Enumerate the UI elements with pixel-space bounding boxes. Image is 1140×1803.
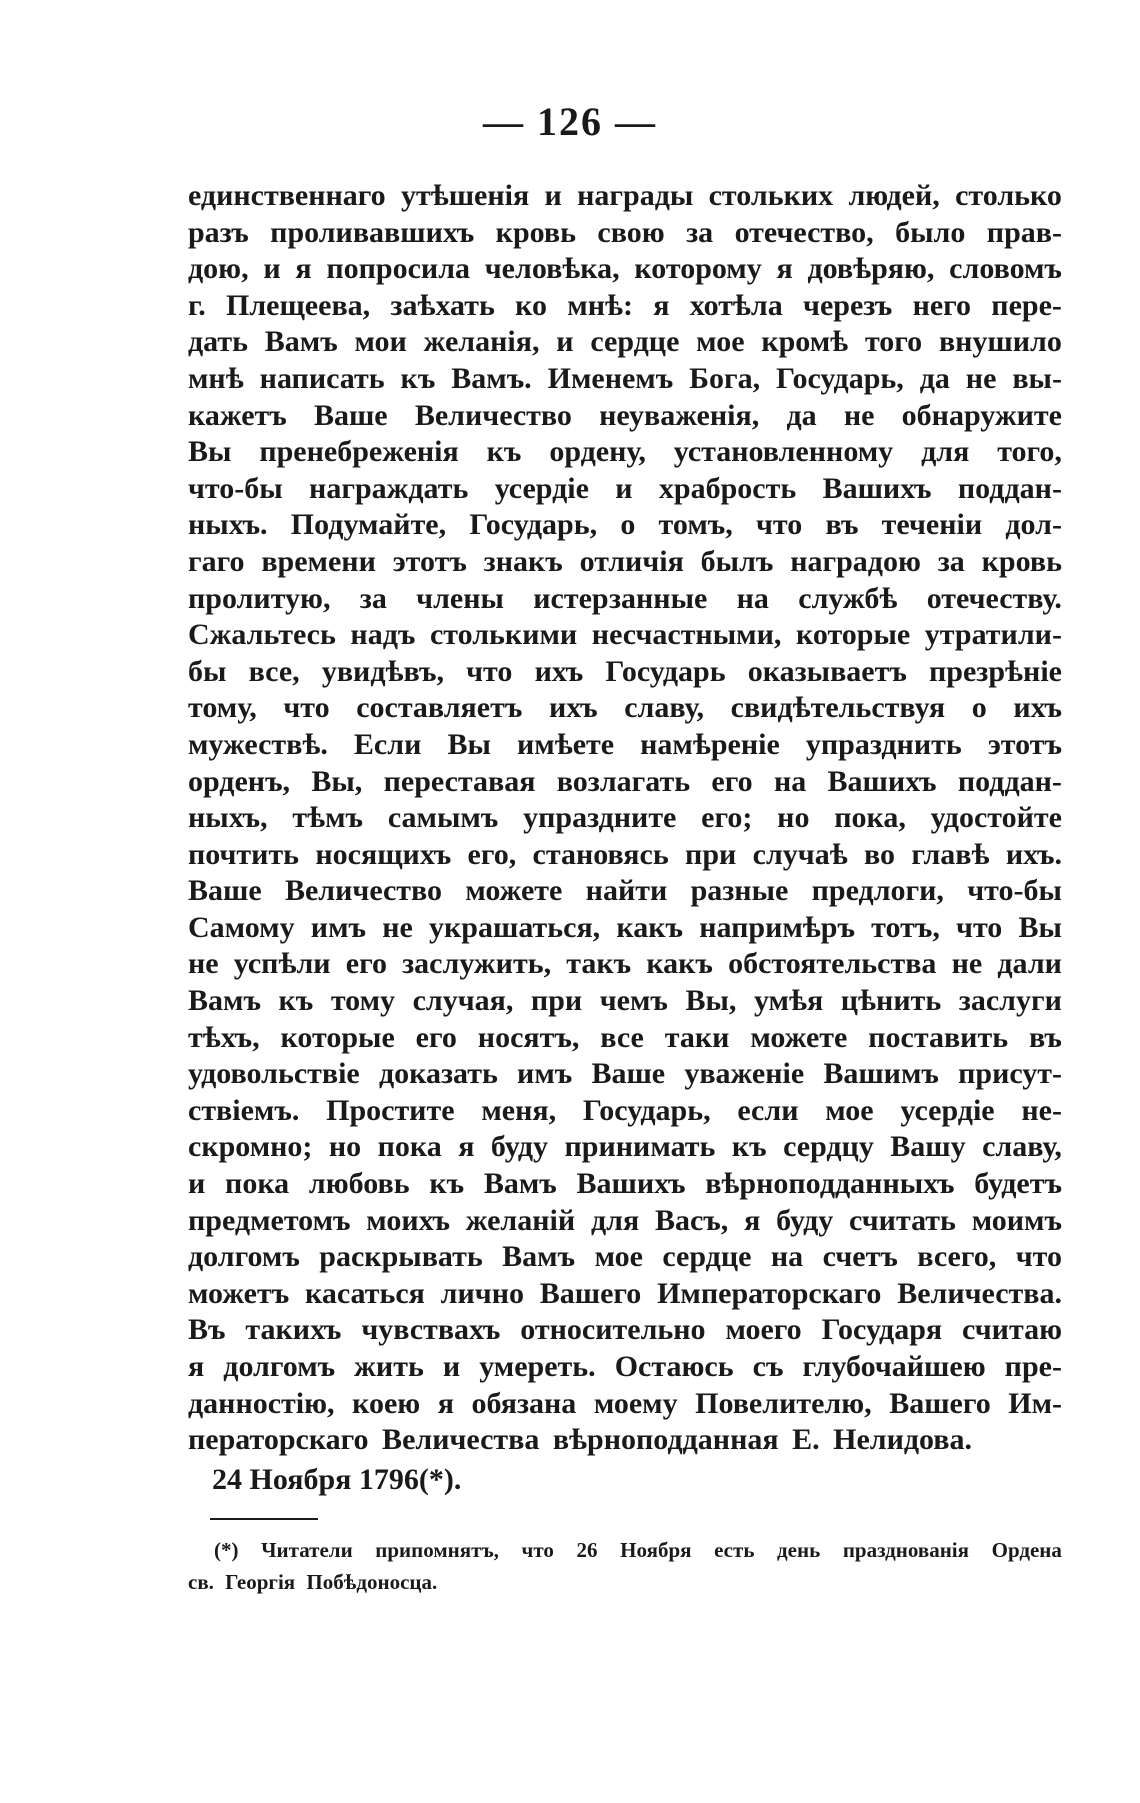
footnote-line: св. Георгія Побѣдоносца.	[188, 1570, 438, 1594]
text-line: ператорскаго Величества вѣрноподданная Е. Нелидова.	[188, 1423, 973, 1457]
text-line: Ваше Величество можете найти разные предлоги, что-бы	[188, 874, 1062, 908]
text-line: орденъ, Вы, переставая возлагать его на Вашихъ поддан-	[188, 764, 1062, 798]
text-line: Сжальтесь надъ столькими несчастными, которые утратили-	[188, 618, 1062, 652]
text-line: удовольствіе доказать имъ Ваше уваженіе Вашимъ присут-	[188, 1057, 1062, 1091]
footnote-divider	[210, 1518, 318, 1520]
letter-body	[188, 178, 1062, 1459]
text-line: ныхъ, тѣмъ самымъ упраздните его; но пока, удостойте	[188, 801, 1062, 835]
text-line: дою, и я попросила человѣка, которому я довѣряю, словомъ	[188, 252, 1062, 286]
text-line: кажетъ Ваше Величество неуваженія, да не обнаружите	[188, 398, 1062, 432]
text-line: ствіемъ. Простите меня, Государь, если мое усердіе не-	[188, 1093, 1062, 1127]
text-line: скромно; но пока я буду принимать къ сердцу Вашу славу,	[188, 1130, 1062, 1164]
text-line: можетъ касаться лично Вашего Императорскаго Величества.	[188, 1276, 1062, 1310]
footnote-line: (*) Читатели припомнятъ, что 26 Ноября есть день празднованія Ордена	[214, 1538, 1062, 1562]
text-line: не успѣли его заслужить, такъ какъ обстоятельства не дали	[188, 947, 1062, 981]
text-line: тому, что составляетъ ихъ славу, свидѣтельствуя о ихъ	[188, 691, 1062, 725]
text-line: данностію, коею я обязана моему Повелителю, Вашего Им-	[188, 1386, 1062, 1420]
text-line: разъ проливавшихъ кровь свою за отечество, было прав-	[188, 215, 1062, 249]
text-line: гаго времени этотъ знакъ отличія былъ наградою за кровь	[188, 544, 1062, 578]
text-line: Вы пренебреженія къ ордену, установленному для того,	[188, 435, 1062, 469]
text-line: г. Плещеева, заѣхать ко мнѣ: я хотѣла черезъ него пере-	[188, 288, 1062, 322]
footnote	[188, 1534, 1062, 1598]
text-line: Вамъ къ тому случая, при чемъ Вы, умѣя цѣнить заслуги	[188, 984, 1062, 1018]
text-line: предметомъ моихъ желаній для Васъ, я буду считать моимъ	[188, 1203, 1062, 1237]
text-line: ныхъ. Подумайте, Государь, о томъ, что въ теченіи дол-	[188, 508, 1062, 542]
text-line: тѣхъ, которые его носятъ, все таки можете поставить въ	[188, 1020, 1062, 1054]
text-line: единственнаго утѣшенія и награды стольких людей, столько	[188, 179, 1062, 212]
text-line: долгомъ раскрывать Вамъ мое сердце на счетъ всего, что	[188, 1240, 1062, 1274]
text-line: бы все, увидѣвъ, что ихъ Государь оказываетъ презрѣніе	[188, 654, 1062, 688]
text-line: я долгомъ жить и умереть. Остаюсь съ глубочайшею пре-	[188, 1350, 1062, 1383]
text-line: Самому имъ не украшаться, какъ напримѣръ тотъ, что Вы	[188, 910, 1062, 944]
page-number: — 126 —	[483, 99, 657, 144]
text-line: и пока любовь къ Вамъ Вашихъ вѣрноподданныхъ будетъ	[188, 1167, 1062, 1201]
text-line: Въ такихъ чувствахъ относительно моего Государя считаю	[188, 1313, 1062, 1347]
text-line: почтить носящихъ его, становясь при случаѣ во главѣ ихъ.	[188, 837, 1062, 871]
text-line: мужествѣ. Если Вы имѣете намѣреніе упразднить этотъ	[188, 727, 1062, 761]
letter-date: 24 Ноября 1796(*).	[212, 1463, 462, 1496]
text-line: дать Вамъ мои желанія, и сердце мое кромѣ того внушило	[188, 325, 1062, 359]
text-line: мнѣ написать къ Вамъ. Именемъ Бога, Государь, да не вы-	[188, 361, 1062, 395]
text-line: что-бы награждать усердіе и храбрость Вашихъ поддан-	[188, 471, 1062, 505]
text-line: пролитую, за члены истерзанные на службѣ отечеству.	[188, 581, 1062, 615]
